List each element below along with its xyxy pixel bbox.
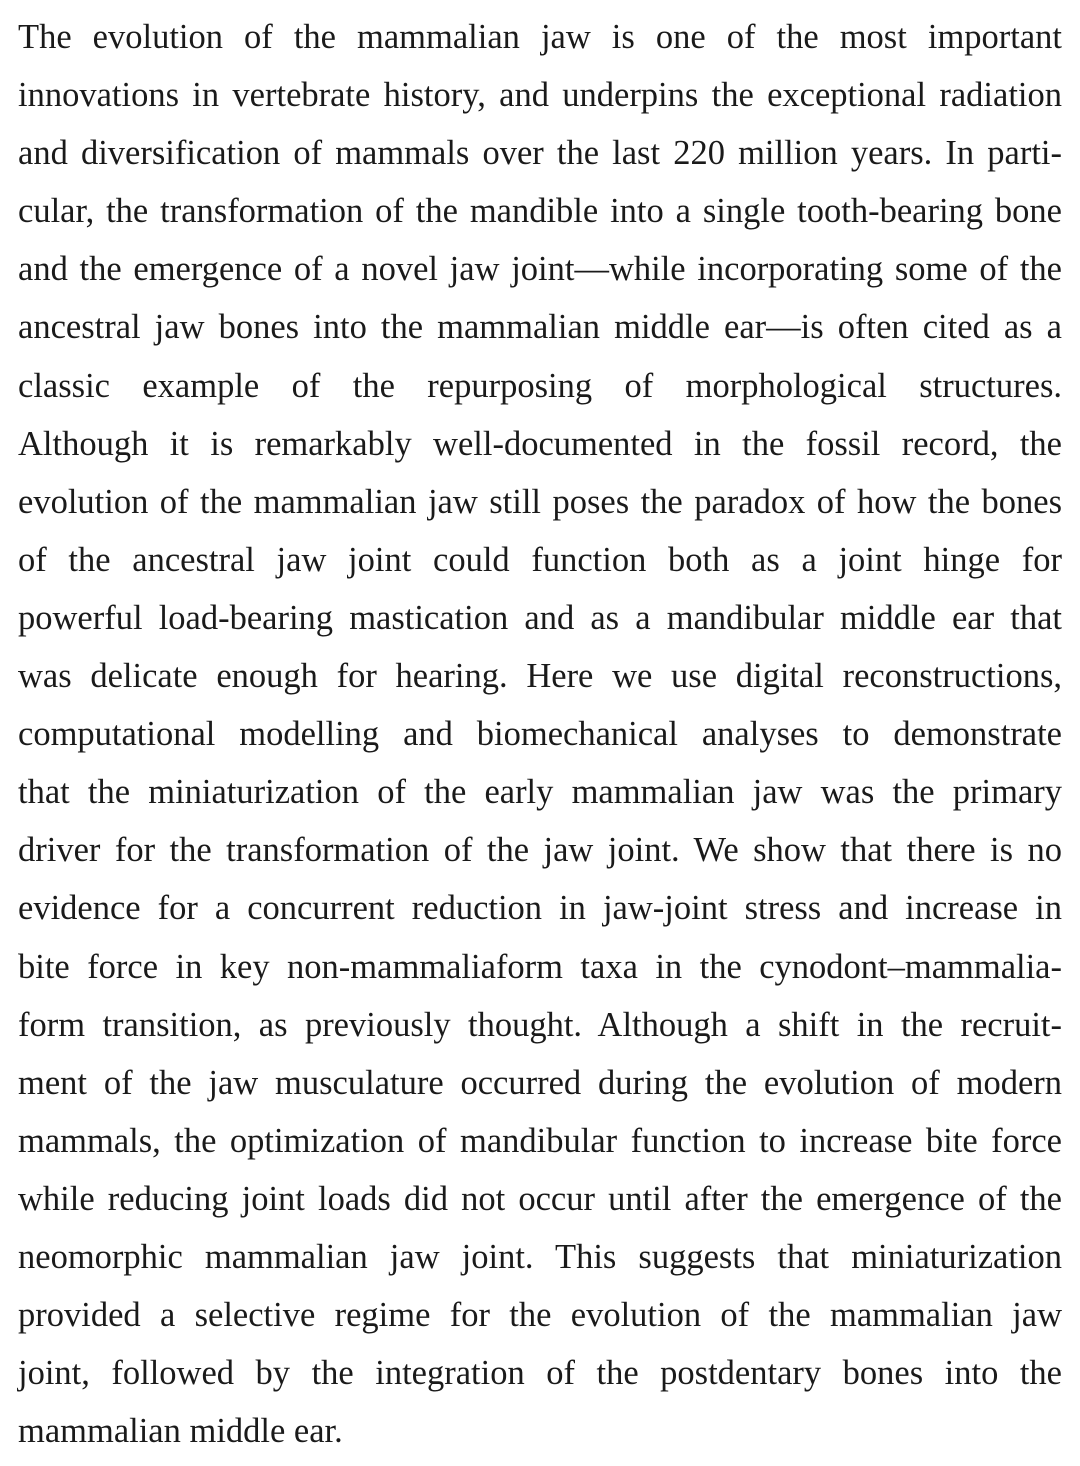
text-line: evolution of the mammalian jaw still poses the paradox of how the bones [18, 482, 1062, 521]
text-line: joint, followed by the integration of the postdentary bones into the [18, 1354, 1062, 1393]
text-line: ment of the jaw musculature occurred during the evolution of modern [18, 1063, 1062, 1102]
text-line: of the ancestral jaw joint could function both as a joint hinge for [18, 540, 1062, 579]
abstract-paragraph [18, 8, 1062, 1460]
text-line: The evolution of the mammalian jaw is one of the most important [18, 18, 1062, 56]
text-line: and diversification of mammals over the last 220 million years. In parti- [18, 134, 1062, 173]
text-line: driver for the transformation of the jaw joint. We show that there is no [18, 831, 1062, 870]
text-line: was delicate enough for hearing. Here we use digital reconstructions, [18, 657, 1062, 696]
text-line: form transition, as previously thought. Although a shift in the recruit- [18, 1005, 1062, 1044]
text-line: classic example of the repurposing of morphological structures. [18, 366, 1062, 405]
text-line: Although it is remarkably well-documented in the fossil record, the [18, 424, 1062, 463]
text-line: ancestral jaw bones into the mammalian middle ear—is often cited as a [18, 308, 1062, 347]
text-line: cular, the transformation of the mandible into a single tooth-bearing bone [18, 192, 1062, 231]
text-line: bite force in key non-mammaliaform taxa in the cynodont–mammalia- [18, 947, 1062, 986]
text-line: innovations in vertebrate history, and underpins the exceptional radiation [18, 76, 1062, 115]
text-line: evidence for a concurrent reduction in jaw-joint stress and increase in [18, 889, 1062, 928]
text-line: powerful load-bearing mastication and as a mandibular middle ear that [18, 598, 1062, 637]
text-line: that the miniaturization of the early mammalian jaw was the primary [18, 773, 1062, 812]
text-line: while reducing joint loads did not occur until after the emergence of the [18, 1179, 1062, 1218]
text-line: neomorphic mammalian jaw joint. This suggests that miniaturization [18, 1237, 1062, 1276]
text-line: mammals, the optimization of mandibular function to increase bite force [18, 1121, 1062, 1160]
text-line: computational modelling and biomechanical analyses to demonstrate [18, 715, 1062, 754]
text-line: mammalian middle ear. [18, 1412, 343, 1451]
text-line: provided a selective regime for the evolution of the mammalian jaw [18, 1296, 1062, 1335]
text-line: and the emergence of a novel jaw joint—while incorporating some of the [18, 250, 1062, 289]
